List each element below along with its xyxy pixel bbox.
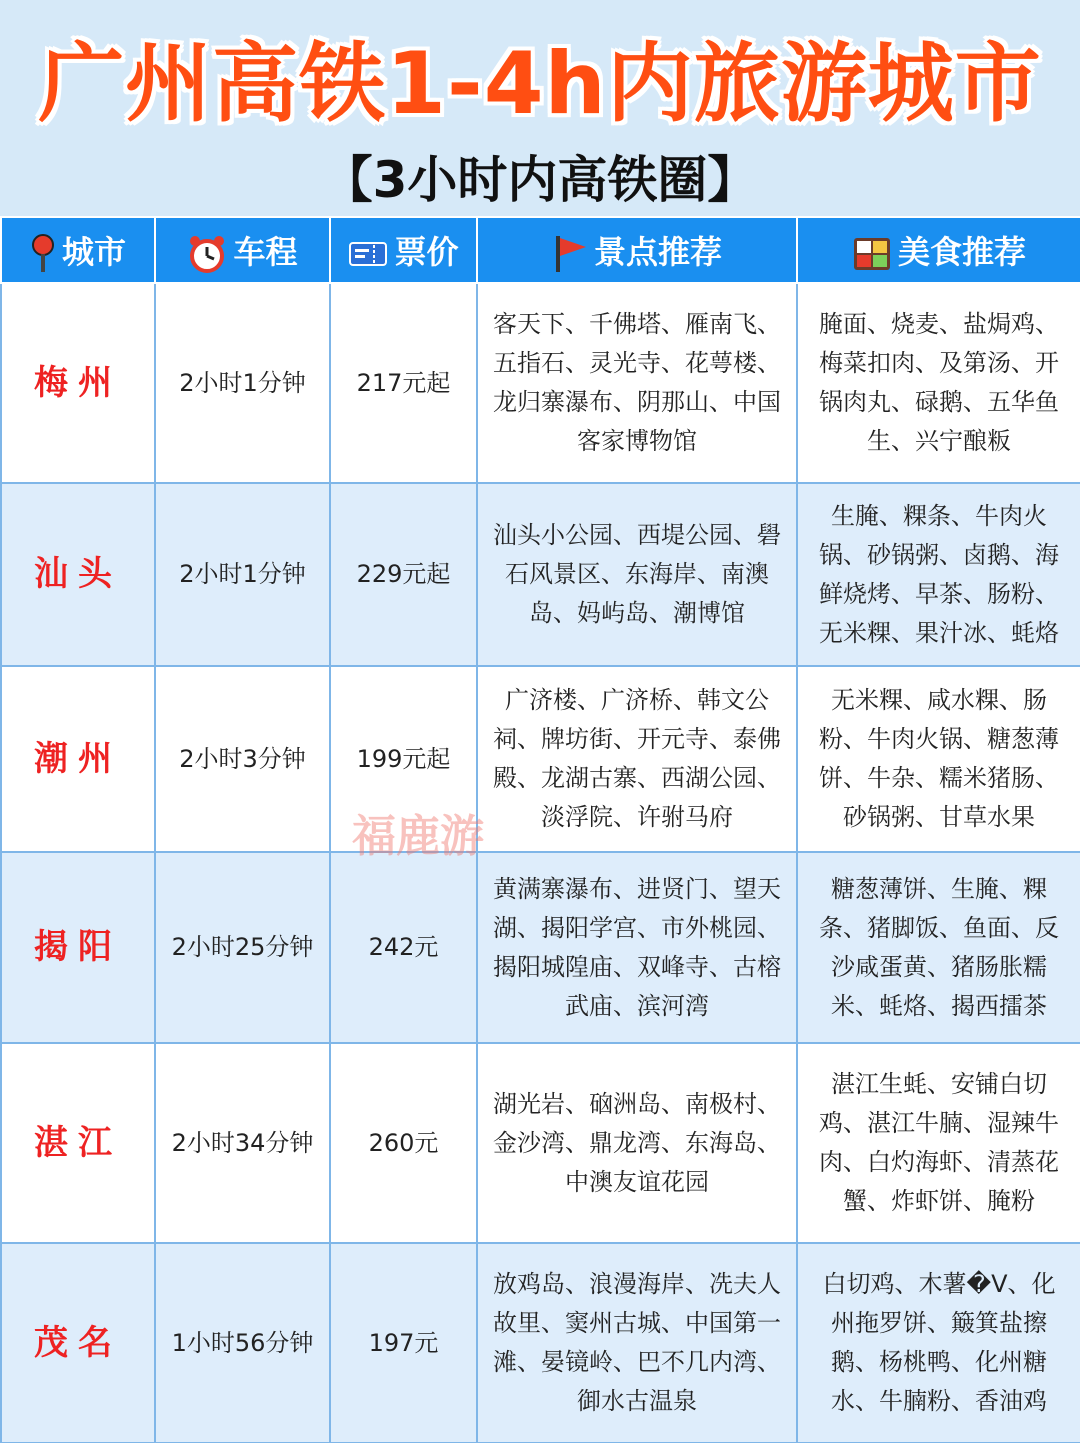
city-cell: 茂名	[1, 1243, 155, 1443]
duration-cell: 2小时34分钟	[155, 1043, 330, 1243]
duration-cell: 1小时56分钟	[155, 1243, 330, 1443]
sights-cell: 放鸡岛、浪漫海岸、冼夫人故里、窦州古城、中国第一滩、晏镜岭、巴不几内湾、御水古温泉	[477, 1243, 797, 1443]
page-title: 广州高铁1-4h内旅游城市	[38, 34, 1042, 134]
sights-cell: 广济楼、广济桥、韩文公祠、牌坊街、开元寺、泰佛殿、龙湖古寨、西湖公园、淡浮院、许驸马府	[477, 666, 797, 852]
duration-cell: 2小时1分钟	[155, 283, 330, 483]
page-subtitle: 【3小时内高铁圈】	[322, 151, 758, 209]
column-header-food: 美食推荐	[797, 217, 1080, 283]
sights-cell: 黄满寨瀑布、进贤门、望天湖、揭阳学宫、市外桃园、揭阳城隍庙、双峰寺、古榕武庙、滨河湾	[477, 852, 797, 1043]
table-row	[1, 483, 1080, 666]
city-cell: 揭阳	[1, 852, 155, 1043]
table-row	[1, 283, 1080, 483]
price-cell: 197元	[330, 1243, 477, 1443]
column-header-city: 城市	[1, 217, 155, 283]
duration-cell: 2小时1分钟	[155, 483, 330, 666]
sights-cell: 客天下、千佛塔、雁南飞、五指石、灵光寺、花萼楼、龙归寨瀑布、阴那山、中国客家博物馆	[477, 283, 797, 483]
price-cell: 229元起	[330, 483, 477, 666]
pin-icon	[30, 234, 56, 274]
city-cell: 汕头	[1, 483, 155, 666]
column-header-sights: 景点推荐	[477, 217, 797, 283]
table-row	[1, 1043, 1080, 1243]
city-cell: 梅州	[1, 283, 155, 483]
price-cell: 242元	[330, 852, 477, 1043]
food-cell: 白切鸡、木薯�V、化州拖罗饼、簸箕盐擦鹅、杨桃鸭、化州糖水、牛腩粉、香油鸡	[797, 1243, 1080, 1443]
price-cell: 217元起	[330, 283, 477, 483]
sights-cell: 汕头小公园、西堤公园、礐石风景区、东海岸、南澳岛、妈屿岛、潮博馆	[477, 483, 797, 666]
duration-cell: 2小时3分钟	[155, 666, 330, 852]
city-cell: 潮州	[1, 666, 155, 852]
bento-icon	[852, 236, 892, 272]
food-cell: 无米粿、咸水粿、肠粉、牛肉火锅、糖葱薄饼、牛杂、糯米猪肠、砂锅粥、甘草水果	[797, 666, 1080, 852]
travel-table	[0, 216, 1080, 1443]
food-cell: 腌面、烧麦、盐焗鸡、梅菜扣肉、及第汤、开锅肉丸、碌鹅、五华鱼生、兴宁酿粄	[797, 283, 1080, 483]
city-cell: 湛江	[1, 1043, 155, 1243]
alarm-clock-icon	[187, 234, 227, 274]
table-header-row	[1, 217, 1080, 283]
price-cell: 199元起	[330, 666, 477, 852]
table-row	[1, 1243, 1080, 1443]
column-header-duration: 车程	[155, 217, 330, 283]
price-cell: 260元	[330, 1043, 477, 1243]
column-header-price: 票价	[330, 217, 477, 283]
table-row	[1, 666, 1080, 852]
header	[0, 0, 1080, 216]
ticket-icon	[348, 239, 388, 269]
sights-cell: 湖光岩、硇洲岛、南极村、金沙湾、鼎龙湾、东海岛、中澳友谊花园	[477, 1043, 797, 1243]
food-cell: 生腌、粿条、牛肉火锅、砂锅粥、卤鹅、海鲜烧烤、早茶、肠粉、无米粿、果汁冰、蚝烙	[797, 483, 1080, 666]
food-cell: 湛江生蚝、安铺白切鸡、湛江牛腩、湿辣牛肉、白灼海虾、清蒸花蟹、炸虾饼、腌粉	[797, 1043, 1080, 1243]
duration-cell: 2小时25分钟	[155, 852, 330, 1043]
table-row	[1, 852, 1080, 1043]
food-cell: 糖葱薄饼、生腌、粿条、猪脚饭、鱼面、反沙咸蛋黄、猪肠胀糯米、蚝烙、揭西擂茶	[797, 852, 1080, 1043]
watermark: 福鹿游	[352, 811, 484, 862]
flag-icon	[552, 234, 588, 274]
